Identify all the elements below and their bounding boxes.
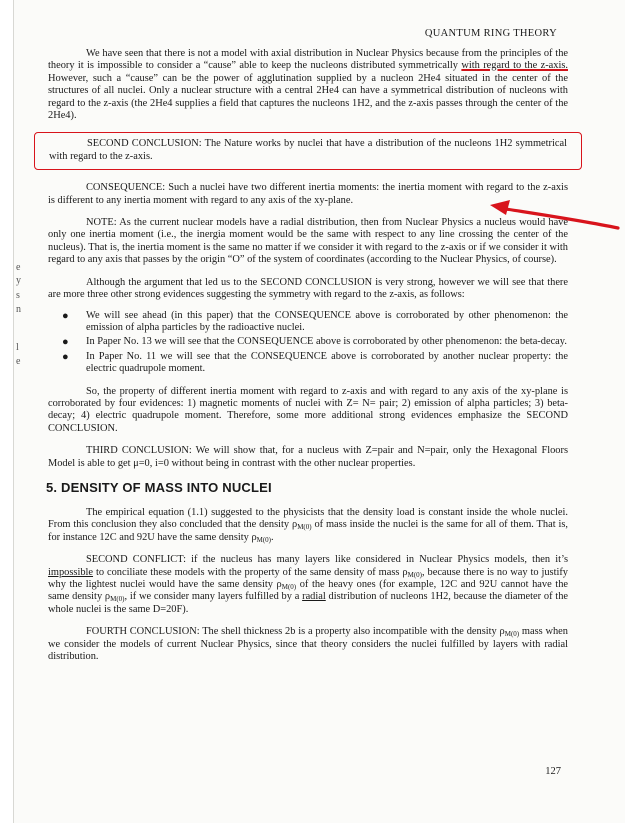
evidence-list [48,310,568,376]
density-paragraph: The empirical equation (1.1) suggested to the physicists that the density load is constant inside the whole nuclei. From this conclusion they also concluded that the density $\rho_{M(0)}$ of mass inside the nuclei is the same for all of them. That is, for instance 12C and 92U have the same density $\rho_{M(0)}$. [48,506,568,544]
bullet-icon: ● [62,336,69,349]
summary-paragraph: So, the property of different inertia moment with regard to z-axis and with regard to any axis of the xy-plane is corroborated by four evidences: 1) magnetic moments of nuclei with Z= N= pair; 2) emission of alpha particles; 3) beta-decay; 4) electric quadrupole moment. Therefore, some more additional strong evidences emphasize the SECOND CONCLUSION. [48,385,568,434]
running-head: QUANTUM RING THEORY [424,28,557,39]
section-heading: 5. DENSITY OF MASS INTO NUCLEI [46,479,272,495]
gutter-mark: e [16,356,21,367]
book-page [14,0,625,823]
second-conclusion: SECOND CONCLUSION: The Nature works by nuclei that have a distribution of the nucleons 1H2 symmetrical with regard to the z-axis. [49,138,567,162]
gutter-mark: y [16,275,21,286]
list-item: ● We will see ahead (in this paper) that the CONSEQUENCE above is corroborated by other phenomenon: the emission of alpha particles by the radioactive nuclei. [62,309,568,333]
third-conclusion: THIRD CONCLUSION: We will show that, for a nucleus with Z=pair and N=pair, only the Hexagonal Floors Model is able to get μ=0, i=0 without being in contrast with the other nuclear properties. [48,445,568,469]
page-body [48,48,568,673]
gutter-mark: e [16,262,21,273]
gutter-mark: n [16,304,21,315]
bullet-icon: ● [62,309,69,322]
evidence-intro: Although the argument that led us to the SECOND CONCLUSION is very strong, however we will see that there are more three other strong evidences suggesting the symmetry with regard to the z-axis, as follows: [48,276,568,301]
page-number: 127 [545,766,561,777]
list-item: ● In Paper No. 11 we will see that the CONSEQUENCE above is corroborated by another nuclear property: the electric quadrupole moment. [62,350,568,375]
list-item: ● In Paper No. 13 we will see that the CONSEQUENCE above is corroborated by other phenomenon: the beta-decay. [62,336,567,349]
gutter-mark: l [16,342,19,353]
fourth-conclusion: FOURTH CONCLUSION: The shell thickness 2b is a property also incompatible with the density $\rho_{M(0)}$ mass when we consider the models of current Nuclear Physics, since that theory considers the nuclei fulfilled by layers with radial distribution. [48,626,568,663]
second-conclusion-box [34,132,582,170]
intro-paragraph: We have seen that there is not a model with axial distribution in Nuclear Physics because from the principles of the theory it is impossible to consider a “cause” able to keep the nucleons distributed symmetrically with regard to the z-axis. However, such a “cause” can be the power of agglutination supplied by a nucleon 2He4 situated in the center of the structures of all nuclei. Only a nuclear structure with a central 2He4 can have a symmetrical distribution of nucleons with regard to the z-axis (the 2He4 supplies a field that captures the nucleons 1H2, and the z-axis passes through the center of the 2He4). [48,48,568,122]
second-conflict-paragraph: SECOND CONFLICT: if the nucleus has many layers like considered in Nuclear Physics models, then it’s impossible to conciliate these models with the property of the same density of mass $\rho_{M(0)}$, because there is no way to justify why the lightest nuclei would have the same density $\rho_{M(0)}$ of the heavy ones (for example, 12C and 92U cannot have the same density $\rho_{M(0)}$, if we consider many layers fulfilled by a radial distribution of nucleons 1H2, because the diameter of the whole nuclei is the same D=20F). [48,554,569,615]
red-underline-annotation: with regard to the z-axis. [461,60,568,72]
bullet-icon: ● [62,350,69,363]
consequence-paragraph: CONSEQUENCE: Such a nuclei have two different inertia moments: the inertia moment with regard to the z-axis is different to any inertia moment with regard to any axis of the xy-plane. [48,182,568,206]
gutter-mark: s [16,290,20,301]
note-paragraph: NOTE: As the current nuclear models have a radial distribution, then from Nuclear Physics a nucleus would have only one inertia moment (i.e., the inergia moment would be the same with respect to any line crossing the center of the nucleus). That is, the inertia moment is the same no matter if we consider it with regard to the z-axis or if we consider it with regard to any axis that passes by the origin “O” of the system of coordinates (according to the Nuclear Physics, of course). [48,217,568,266]
